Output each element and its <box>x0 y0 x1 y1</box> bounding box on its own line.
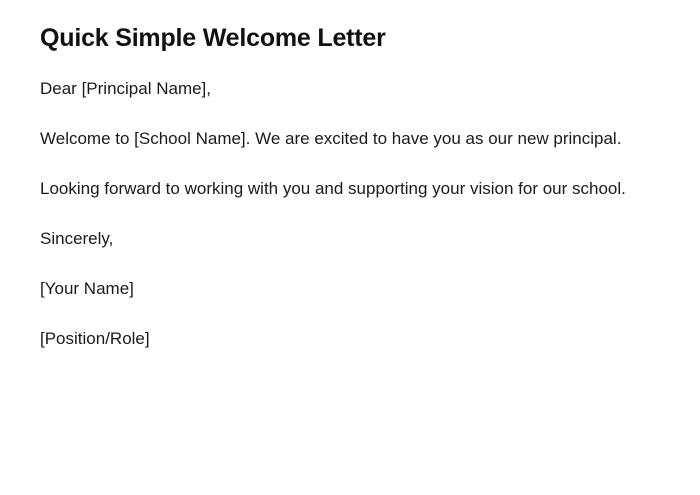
letter-signature-name: [Your Name] <box>40 278 134 298</box>
letter-body-paragraph-1: Welcome to [School Name]. We are excited to have you as our new principal. <box>40 128 622 148</box>
letter-body-paragraph-2: Looking forward to working with you and supporting your vision for our school. <box>40 178 626 198</box>
page-title: Quick Simple Welcome Letter <box>40 24 386 52</box>
letter-closing: Sincerely, <box>40 228 114 248</box>
letter-signature-role: [Position/Role] <box>40 328 150 348</box>
letter-salutation: Dear [Principal Name], <box>40 78 212 98</box>
